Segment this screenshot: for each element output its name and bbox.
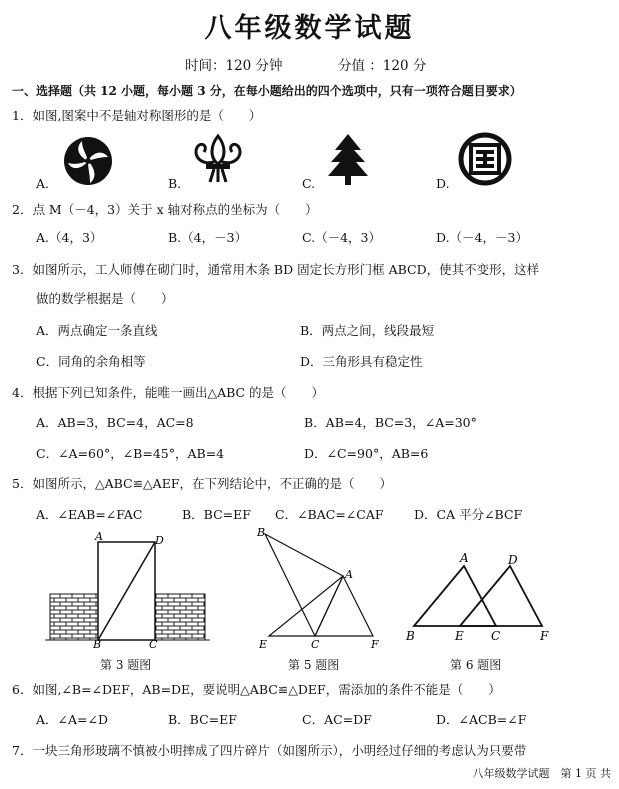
- fig5-caption: 第 5 题图: [288, 658, 340, 672]
- q5-option-c: C．∠BAC=∠CAF: [275, 507, 384, 522]
- page-footer: 八年级数学试题 第 1 页 共: [472, 767, 611, 780]
- pinwheel-icon: [60, 135, 116, 187]
- exam-time: 时间：120 分钟: [185, 58, 283, 74]
- q4-stem: 4．根据下列已知条件，能唯一画出△ABC 的是（ ）: [12, 385, 325, 400]
- fig5-label-a: A: [345, 568, 353, 581]
- q5-stem: 5．如图所示，△ABC≌△AEF，在下列结论中，不正确的是（ ）: [12, 476, 392, 491]
- page-title: 八年级数学试题: [204, 13, 415, 44]
- q6-option-a: A．∠A=∠D: [36, 712, 108, 727]
- pine-tree-icon: [325, 132, 371, 188]
- fig5-label-e: E: [259, 638, 268, 651]
- fig6-label-b: B: [406, 629, 415, 643]
- q2-stem: 2．点 M（－4，3）关于 x 轴对称点的坐标为（ ）: [12, 202, 318, 217]
- q3-option-a: A．两点确定一条直线: [36, 323, 158, 338]
- fig3-caption: 第 3 题图: [100, 658, 152, 672]
- figure-6-triangles: [402, 552, 562, 644]
- q3-option-b: B．两点之间，线段最短: [300, 323, 435, 338]
- figure-3-door-frame: [45, 530, 210, 648]
- q4-option-c: C．∠A=60°，∠B=45°，AB=4: [36, 446, 225, 461]
- q2-option-d: D.（－4，－3）: [436, 230, 528, 245]
- q7-stem: 7．一块三角形玻璃不慎被小明摔成了四片碎片（如图所示），小明经过仔细的考虑认为只要带: [12, 743, 527, 758]
- q2-option-a: A.（4，3）: [36, 230, 103, 245]
- q5-option-b: B．BC=EF: [182, 507, 251, 522]
- fleur-de-lis-icon: [190, 132, 246, 186]
- q5-option-d: D．CA 平分∠BCF: [414, 507, 523, 522]
- q6-option-b: B．BC=EF: [168, 712, 237, 727]
- q1-option-d: D.: [436, 176, 450, 191]
- q1-option-a: A.: [36, 176, 50, 191]
- fig6-label-d: D: [508, 553, 518, 567]
- fig3-label-b: B: [93, 638, 102, 648]
- q1-option-b: B.: [168, 176, 182, 191]
- fig3-label-a: A: [95, 530, 103, 543]
- fig5-label-b: B: [257, 526, 266, 539]
- q3-stem-line1: 3．如图所示，工人师傅在砌门时，通常用木条 BD 固定长方形门框 ABCD，使其不变形，这样: [12, 262, 540, 277]
- fig5-label-f: F: [371, 638, 379, 651]
- q6-option-d: D．∠ACB=∠F: [436, 712, 527, 727]
- coin-logo-icon: [458, 132, 512, 186]
- fig5-label-c: C: [311, 638, 320, 651]
- q3-option-c: C．同角的余角相等: [36, 354, 146, 369]
- q3-option-d: D．三角形具有稳定性: [300, 354, 423, 369]
- q4-option-b: B．AB=4，BC=3，∠A=30°: [304, 415, 477, 430]
- fig6-label-f: F: [540, 629, 549, 643]
- q2-option-c: C.（－4，3）: [302, 230, 381, 245]
- fig6-label-e: E: [455, 629, 464, 643]
- fig3-label-d: D: [155, 534, 164, 547]
- figure-5-triangles: [255, 524, 385, 652]
- q1-option-c: C.: [302, 176, 316, 191]
- q6-option-c: C．AC=DF: [302, 712, 372, 727]
- exam-score: 分值 ：120 分: [338, 58, 427, 74]
- q1-stem: 1．如图,图案中不是轴对称图形的是（ ）: [12, 108, 262, 123]
- q2-option-b: B.（4，－3）: [168, 230, 248, 245]
- q3-stem-line2: 做的数学根据是（ ）: [36, 291, 174, 306]
- q5-option-a: A．∠EAB=∠FAC: [36, 507, 143, 522]
- q4-option-a: A．AB=3，BC=4，AC=8: [36, 415, 194, 430]
- q6-stem: 6．如图,∠B=∠DEF，AB=DE，要说明△ABC≌△DEF，需添加的条件不能是（ ）: [12, 682, 501, 697]
- section-heading: 一、选择题（共 12 小题，每小题 3 分，在每小题给出的四个选项中，只有一项符合题目要求）: [12, 84, 522, 98]
- q4-option-d: D．∠C=90°，AB=6: [304, 446, 429, 461]
- fig3-label-c: C: [149, 638, 158, 648]
- fig6-caption: 第 6 题图: [450, 658, 502, 672]
- fig6-label-a: A: [460, 552, 469, 565]
- fig6-label-c: C: [491, 629, 501, 643]
